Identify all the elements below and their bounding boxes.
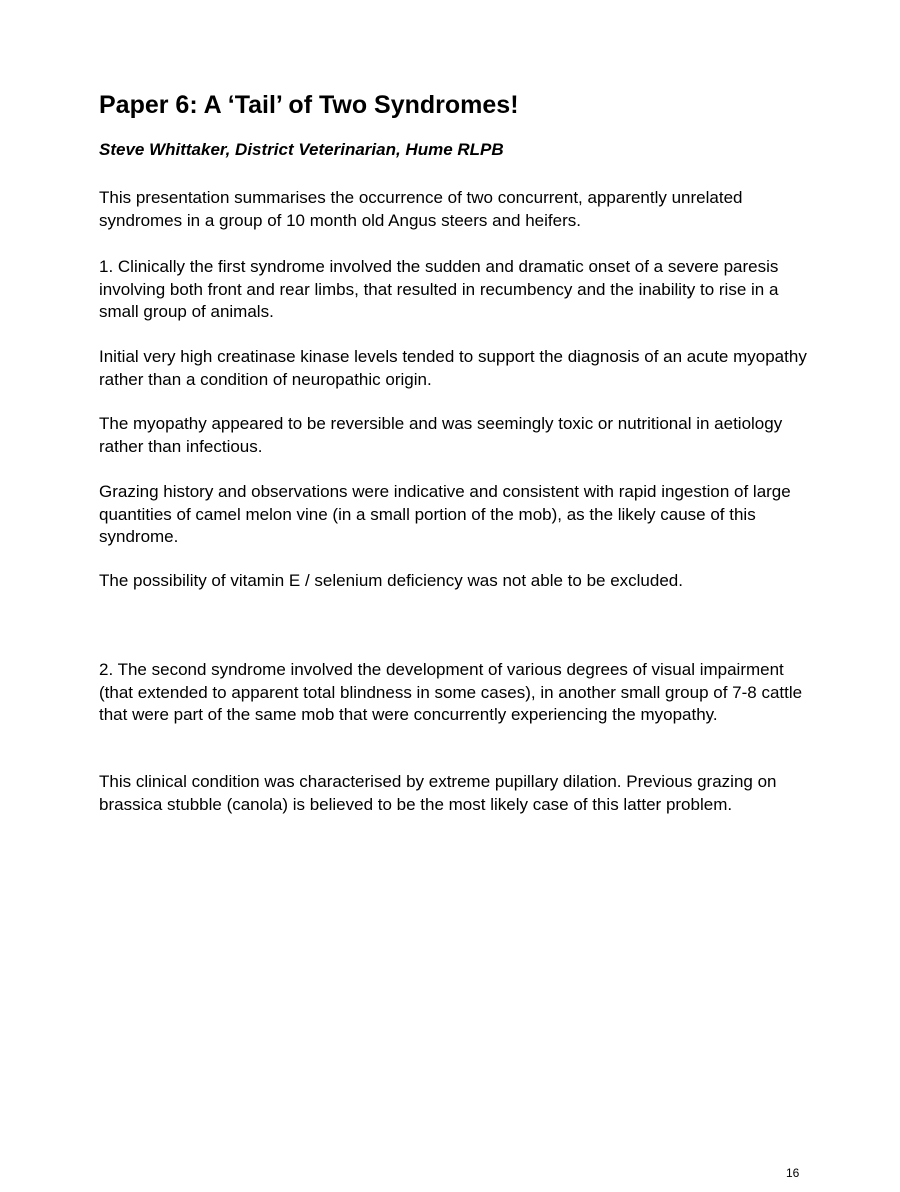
paragraph-pupillary: This clinical condition was characterised by extreme pupillary dilation. Previous grazing on brassica stubble (canola) is believed to be the most likely case of this latter problem. <box>99 772 777 814</box>
paragraph-intro: This presentation summarises the occurrence of two concurrent, apparently unrelated syndromes in a group of 10 month old Angus steers and heifers. <box>99 188 743 230</box>
paragraph-myopathy: The myopathy appeared to be reversible and was seemingly toxic or nutritional in aetiology rather than infectious. <box>99 414 783 456</box>
paper-title: Paper 6: A ‘Tail’ of Two Syndromes! <box>99 91 519 119</box>
page-number: 16 <box>786 1166 800 1180</box>
paragraph-creatinase: Initial very high creatinase kinase levels tended to support the diagnosis of an acute myopathy rather than a condition of neuropathic origin. <box>99 347 807 389</box>
author-line: Steve Whittaker, District Veterinarian, Hume RLPB <box>99 140 504 159</box>
paragraph-grazing-history: Grazing history and observations were indicative and consistent with rapid ingestion of large quantities of camel melon vine (in a small portion of the mob), as the likely cause of this syndrome. <box>99 482 791 546</box>
paragraph-vitamin-e: The possibility of vitamin E / selenium deficiency was not able to be excluded. <box>99 571 683 590</box>
paragraph-syndrome-two: 2. The second syndrome involved the development of various degrees of visual impairment (that extended to apparent total blindness in some cases), in another small group of 7-8 cattle that were part of the same mob that were concurrently experiencing the myopathy. <box>99 660 803 724</box>
paragraph-syndrome-one: 1. Clinically the first syndrome involved the sudden and dramatic onset of a severe paresis involving both front and rear limbs, that resulted in recumbency and the inability to rise in a small group of animals. <box>99 257 779 321</box>
